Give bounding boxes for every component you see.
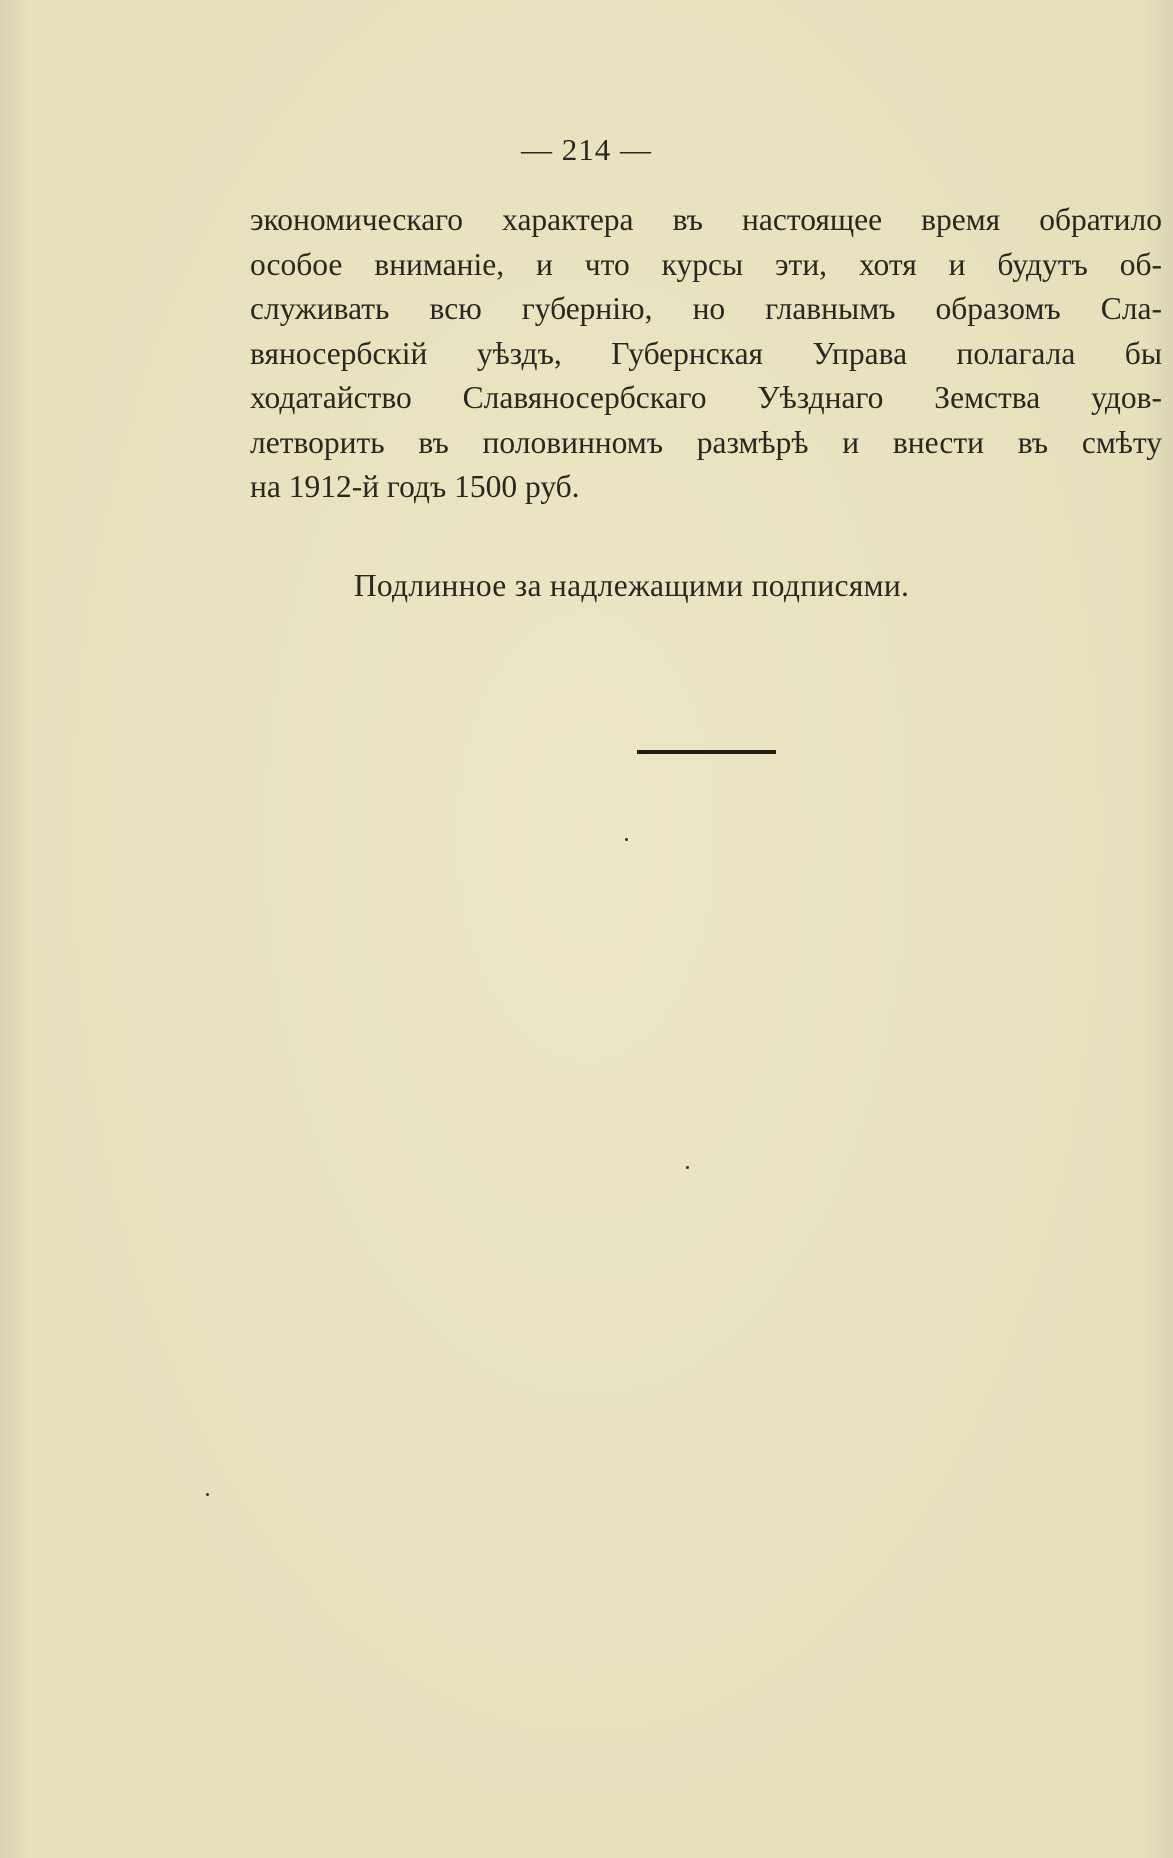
body-line: вяносербскій уѣздъ, Губернская Управа полагала бы bbox=[250, 335, 1162, 371]
body-line: на 1912-й годъ 1500 руб. bbox=[250, 469, 580, 504]
body-paragraph bbox=[250, 198, 1162, 510]
body-line: летворить въ половинномъ размѣрѣ и внести въ смѣту bbox=[250, 424, 1162, 460]
ink-speck bbox=[686, 1166, 689, 1169]
page-number: — 214 — bbox=[521, 132, 652, 167]
body-line: ходатайство Славяносербскаго Уѣзднаго Земства удов- bbox=[250, 380, 1162, 415]
section-divider bbox=[637, 750, 776, 754]
ink-speck bbox=[206, 1493, 209, 1496]
ink-speck bbox=[625, 838, 628, 841]
body-line: экономическаго характера въ настоящее время обратило bbox=[250, 202, 1162, 237]
signature-note: Подлинное за надлежащими подписями. bbox=[353, 568, 910, 603]
body-line: особое вниманіе, и что курсы эти, хотя и будутъ об- bbox=[250, 246, 1162, 282]
body-line: служивать всю губернію, но главнымъ образомъ Сла- bbox=[250, 291, 1162, 326]
